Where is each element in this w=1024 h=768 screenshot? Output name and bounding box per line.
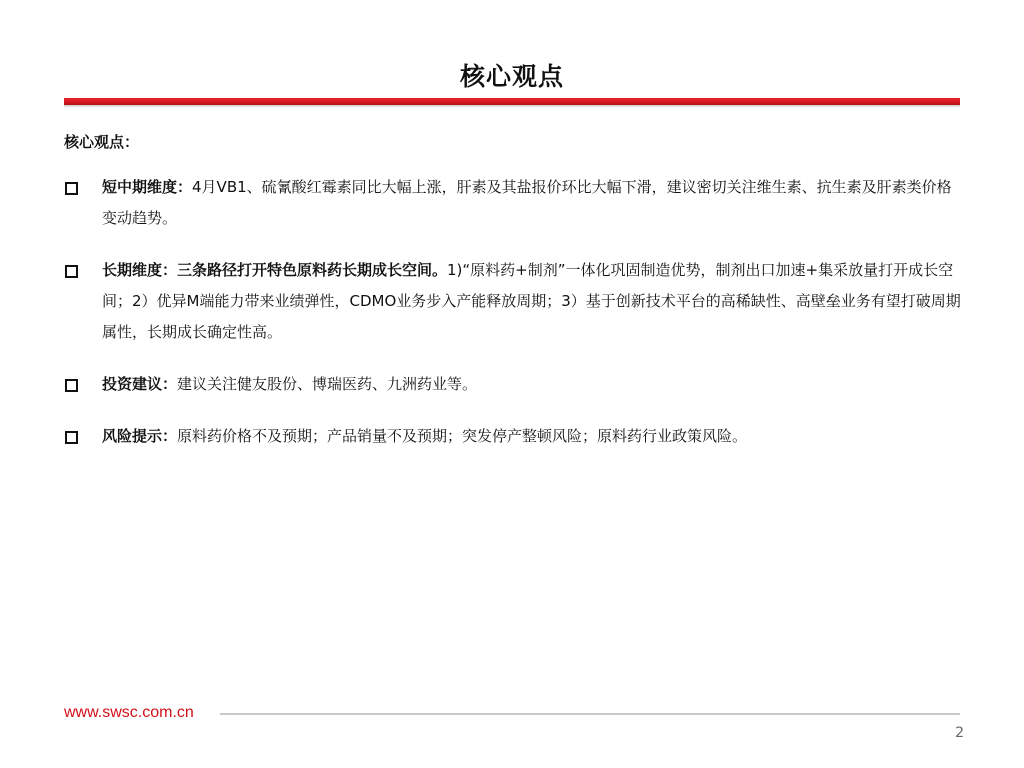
square-bullet-icon: [65, 265, 78, 278]
footer-website-link[interactable]: www.swsc.com.cn: [64, 704, 194, 721]
page-number: 2: [955, 725, 964, 741]
bullet-text: 1)“原料药+制剂”一体化巩固制造优势，制剂出口加速+集采放量打开成长空间；2）优异M端能力带来业绩弹性，CDMO业务步入产能释放周期；3）基于创新技术平台的高稀缺性、高壁垒业务有望打破周期属性，长期成长确定性高。: [102, 261, 961, 341]
title-underline-bar: [64, 98, 960, 105]
bullet-label: 投资建议：: [102, 375, 178, 393]
bullet-item-risk-warning: [64, 421, 964, 452]
title-underline-shadow: [64, 105, 960, 108]
square-bullet-icon: [65, 379, 78, 392]
bullet-label: 风险提示：: [102, 427, 178, 445]
bullet-list: [64, 172, 964, 473]
bullet-text: 原料药价格不及预期；产品销量不及预期；突发停产整顿风险；原料药行业政策风险。: [177, 427, 748, 445]
bullet-item-investment-advice: [64, 369, 964, 400]
footer-divider: [220, 713, 960, 715]
slide-title: 核心观点: [459, 62, 564, 91]
section-heading: 核心观点：: [64, 133, 140, 151]
bullet-text: 建议关注健友股份、博瑞医药、九洲药业等。: [177, 375, 478, 393]
square-bullet-icon: [65, 431, 78, 444]
bullet-label: 短中期维度：: [102, 178, 193, 196]
bullet-item-short-mid-term: [64, 172, 964, 234]
bullet-text: 4月VB1、硫氰酸红霉素同比大幅上涨，肝素及其盐报价环比大幅下滑，建议密切关注维生素、抗生素及肝素类价格变动趋势。: [102, 178, 952, 227]
bullet-item-long-term: [64, 255, 964, 348]
square-bullet-icon: [65, 182, 78, 195]
bullet-label: 长期维度：三条路径打开特色原料药长期成长空间。: [102, 261, 448, 279]
